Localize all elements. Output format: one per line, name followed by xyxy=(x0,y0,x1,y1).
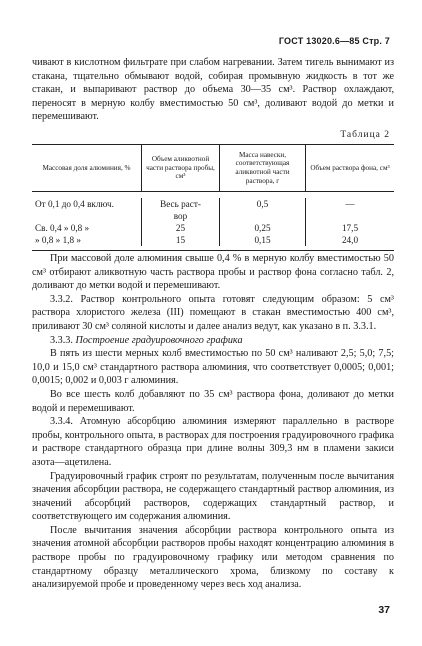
page-number: 37 xyxy=(378,604,390,616)
paragraph: 3.3.2. Раствор контрольного опыта готовят следующим образом: 5 см³ раствора хлористого железа (III) помещают в стакан вместимостью 400 см³, приливают 30 см³ соляной кислоты и далее анализ ведут, как указано в п. 3.3.1. xyxy=(32,293,394,332)
table-cell: 0,15 xyxy=(254,235,271,245)
table-cell: вор xyxy=(173,211,188,221)
intro-text: чивают в кислотном фильтрате при слабом нагревании. Затем тигель вынимают из стакана, тщательно обмывают водой, собирая промывную жидкость в тот же стакан, и выпаривают раствор до объема 30—35 см³. Раствор охлаждают, переносят в мерную колбу вместимостью 50 см³, доливают водой до метки и перемешивают. xyxy=(32,57,394,123)
paragraph: В пять из шести мерных колб вместимостью по 50 см³ наливают 2,5; 5,0; 7,5; 10,0 и 15,0 см³ стандартного раствора алюминия, что соответствует 0,0005; 0,001; 0,0015; 0,002 и 0,003 г алюминия. xyxy=(32,348,394,387)
table-header-row xyxy=(32,145,394,192)
table-cell: — xyxy=(345,199,355,209)
table-cell: 17,5 xyxy=(341,223,359,233)
paragraph: Во все шесть колб добавляют по 35 см³ раствора фона, доливают до метки водой и перемешивают. xyxy=(32,388,394,414)
header-aliquot-volume: Объем аликвотной части раствора пробы, см³ xyxy=(142,145,220,191)
main-text xyxy=(32,252,394,592)
column-aliquot-volume xyxy=(142,198,220,246)
header-sample-mass: Масса навески, соответствующая аликвотной части раствора, г xyxy=(220,145,306,191)
paragraph: 3.3.4. Атомную абсорбцию алюминия измеряют параллельно в растворе пробы, контрольного опыта, в растворах для построения градуировочного графика и растворе стандартного образца при длине волны 309,3 нм в пламени закиси азота—ацетилена. xyxy=(32,416,394,468)
table-cell: 15 xyxy=(175,235,186,245)
section-title: Построение градуировочного графика xyxy=(75,334,243,346)
table-body xyxy=(32,192,394,250)
header-background-volume: Объем раствора фона, см³ xyxy=(310,163,390,172)
table-cell: » 0,8 » 1,8 » xyxy=(35,235,81,245)
section-number: 3.3.3. xyxy=(50,334,73,346)
table-cell xyxy=(35,210,141,222)
header-mass-fraction: Массовая доля алюминия, % xyxy=(32,145,142,191)
intro-paragraph xyxy=(32,56,394,124)
table-cell: 0,25 xyxy=(254,223,271,233)
column-sample-mass xyxy=(220,198,306,246)
table-cell: Весь раст- xyxy=(160,199,201,209)
table-cell: От 0,1 до 0,4 включ. xyxy=(35,199,114,209)
column-mass-fraction xyxy=(32,198,142,246)
column-background-volume xyxy=(306,198,394,246)
table-2 xyxy=(32,144,394,251)
table-cell xyxy=(220,210,305,222)
table-caption: Таблица 2 xyxy=(340,130,390,140)
paragraph: При массовой доле алюминия свыше 0,4 % в мерную колбу вместимостью 50 см³ отбирают аликвотную часть раствора пробы и раствор фона согласно табл. 2, доливают до метки водой и перемешивают. xyxy=(32,253,394,292)
table-cell: Св. 0,4 » 0,8 » xyxy=(35,223,90,233)
paragraph: После вычитания значения абсорбции раствора контрольного опыта из значения атомной абсорбции растворов пробы находят концентрацию алюминия в растворе пробы по градуировочному графику или методом сравнения по стандартному образцу металлического хрома, близкому по составу к анализируемой пробе и проведенному через весь ход анализа. xyxy=(32,524,394,591)
table-cell: 25 xyxy=(175,223,186,233)
section-heading xyxy=(32,334,394,348)
paragraph: Градуировочный график строят по результатам, полученным после вычитания значения абсорбции раствора, не содержащего стандартный раствор алюминия, из значений абсорбций растворов, содержащих стандартный раствор, и соответствующего им содержания алюминия. xyxy=(32,470,394,523)
table-cell: 24,0 xyxy=(341,235,359,245)
page-header: ГОСТ 13020.6—85 Стр. 7 xyxy=(278,36,390,46)
table-cell: 0,5 xyxy=(256,199,269,209)
table-cell xyxy=(306,210,394,222)
